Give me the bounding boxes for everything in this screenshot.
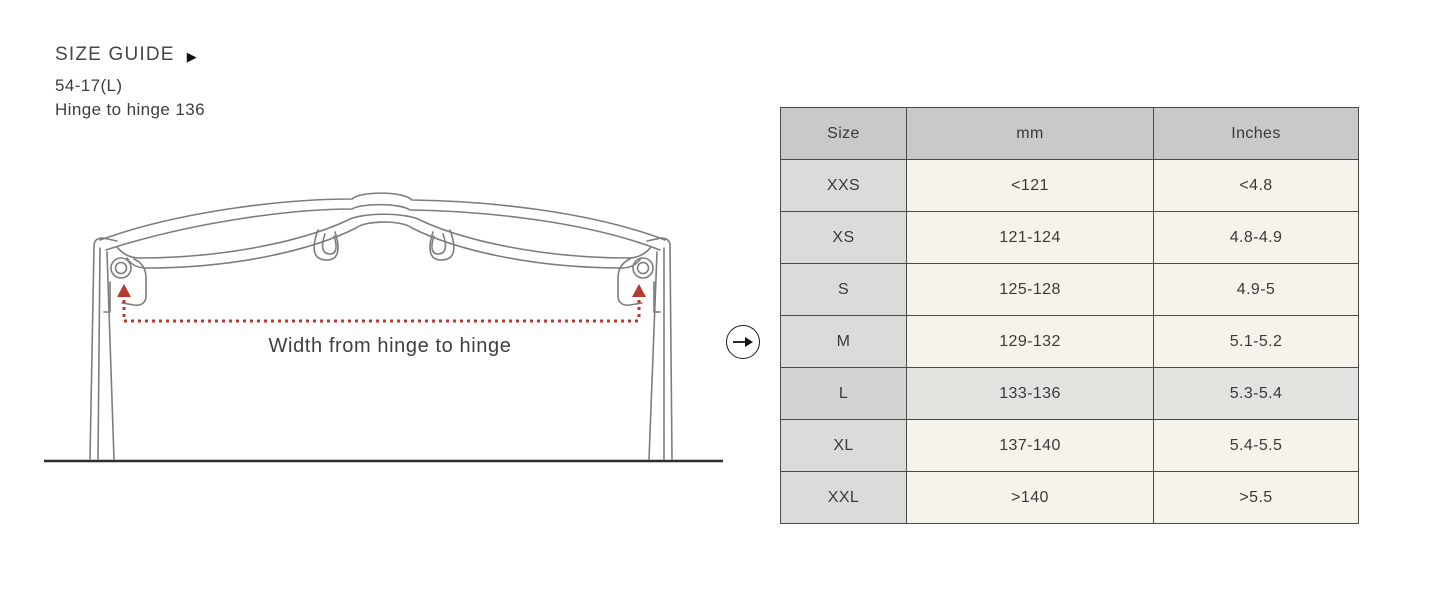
mm-cell: 121-124	[907, 212, 1154, 264]
inches-cell: 5.1-5.2	[1154, 316, 1359, 368]
size-guide-header[interactable]	[55, 44, 197, 66]
inches-cell: 5.3-5.4	[1154, 368, 1359, 420]
size-table	[780, 107, 1359, 524]
inches-cell: 4.8-4.9	[1154, 212, 1359, 264]
size-cell: L	[781, 368, 907, 420]
table-row	[781, 316, 1359, 368]
size-cell: XS	[781, 212, 907, 264]
mm-cell: 125-128	[907, 264, 1154, 316]
inches-cell: >5.5	[1154, 472, 1359, 524]
table-row	[781, 472, 1359, 524]
size-cell: XL	[781, 420, 907, 472]
play-triangle-icon: ▶	[186, 48, 197, 64]
page-title: SIZE GUIDE	[55, 44, 175, 65]
table-row	[781, 160, 1359, 212]
mm-cell: 137-140	[907, 420, 1154, 472]
arrow-right-circle-icon	[726, 325, 760, 359]
table-row-selected-size	[781, 368, 1359, 420]
table-header-row	[781, 108, 1359, 160]
measurement-label: Width from hinge to hinge	[268, 335, 512, 357]
arrow-right-icon	[732, 336, 754, 348]
inches-cell: <4.8	[1154, 160, 1359, 212]
mm-cell: >140	[907, 472, 1154, 524]
mm-cell: 133-136	[907, 368, 1154, 420]
hinge-to-hinge-note: Hinge to hinge 136	[55, 100, 205, 119]
size-cell: XXL	[781, 472, 907, 524]
col-header-size: Size	[781, 108, 907, 160]
col-header-mm: mm	[907, 108, 1154, 160]
frame-measurements	[55, 74, 205, 122]
col-header-inches: Inches	[1154, 108, 1359, 160]
inches-cell: 4.9-5	[1154, 264, 1359, 316]
frame-size-code: 54-17(L)	[55, 76, 123, 95]
size-cell: M	[781, 316, 907, 368]
mm-cell: 129-132	[907, 316, 1154, 368]
size-cell: S	[781, 264, 907, 316]
size-cell: XXS	[781, 160, 907, 212]
hinge-width-measurement	[117, 284, 646, 321]
table-row	[781, 264, 1359, 316]
table-row	[781, 212, 1359, 264]
table-row	[781, 420, 1359, 472]
mm-cell: <121	[907, 160, 1154, 212]
inches-cell: 5.4-5.5	[1154, 420, 1359, 472]
